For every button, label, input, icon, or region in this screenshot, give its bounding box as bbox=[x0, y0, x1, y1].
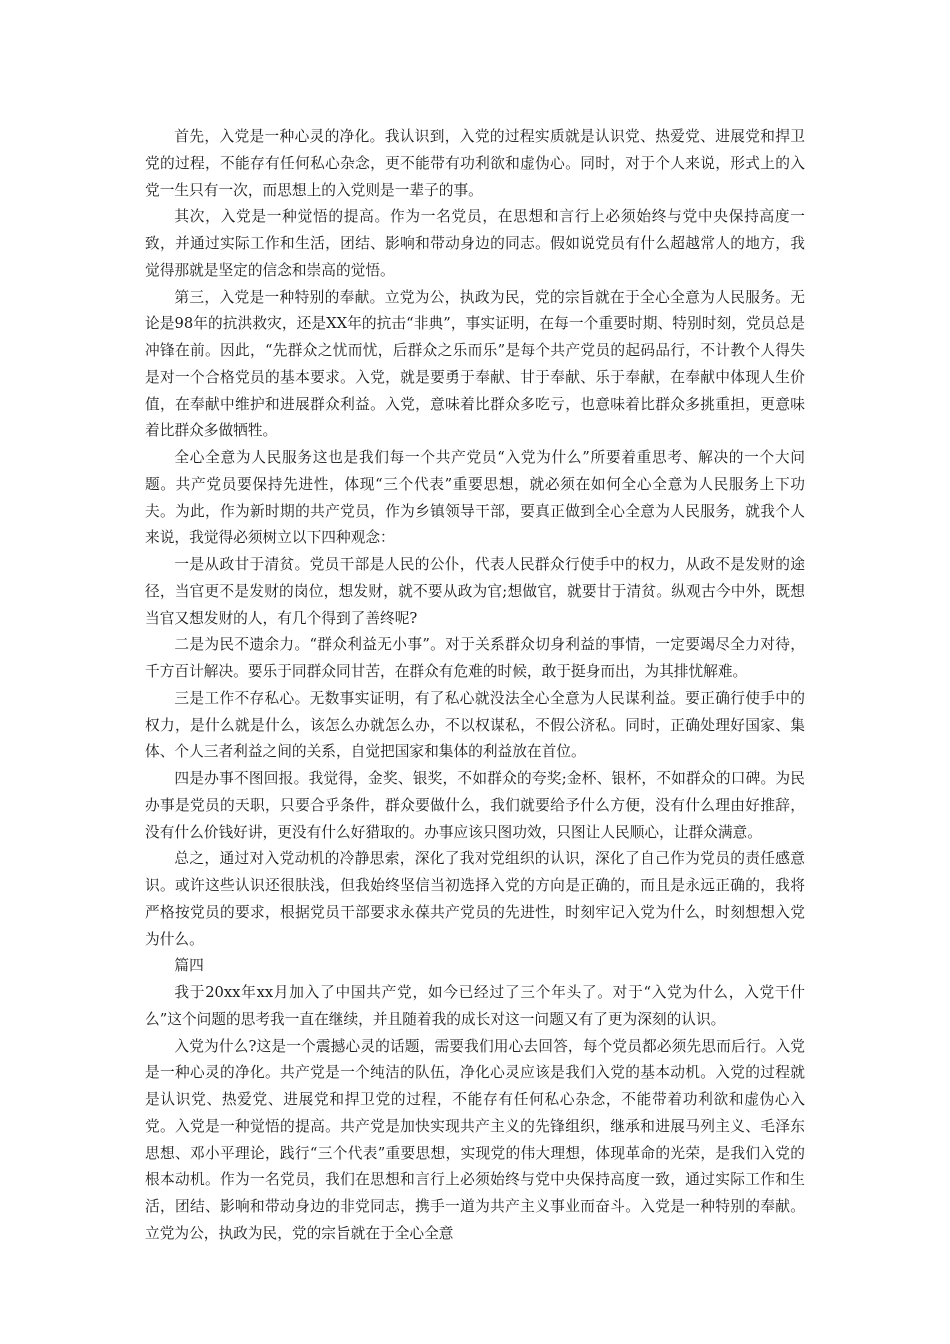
document-body bbox=[145, 124, 805, 1248]
paragraph-joined-party: 我于20xx年xx月加入了中国共产党，如今已经过了三个年头了。对于“入党为什么，入党干什么”这个问题的思考我一直在继续，并且随着我的成长对这一问题又有了更为深刻的认识。 bbox=[145, 984, 805, 1028]
paragraph-dedication: 第三，入党是一种特别的奉献。立党为公，执政为民，党的宗旨就在于全心全意为人民服务。无论是98年的抗洪救灾，还是XX年的抗击“非典”，事实证明，在每一个重要时期、特别时刻，党员总是冲锋在前。因此，“先群众之忧而忧，后群众之乐而乐”是每个共产党员的起码品行，不计教个人得失是对一个合格党员的基本要求。入党，就是要勇于奉献、甘于奉献、乐于奉献，在奉献中体现人生价值，在奉献中维护和进展群众利益。入党，意味着比群众多吃亏，也意味着比群众多挑重担，更意味着比群众多做牺牲。 bbox=[145, 288, 805, 440]
paragraph-point-two: 二是为民不遗余力。“群众利益无小事”。对于关系群众切身利益的事情，一定要竭尽全力对待，千方百计解决。要乐于同群众同甘苦，在群众有危难的时候，敢于挺身而出，为其排忧解难。 bbox=[145, 636, 805, 680]
section-heading: 篇四 bbox=[174, 957, 204, 975]
paragraph-awareness: 其次，入党是一种觉悟的提高。作为一名党员，在思想和言行上必须始终与党中央保持高度一致，并通过实际工作和生活，团结、影响和带动身边的同志。假如说党员有什么超越常人的地方，我觉得那就是坚定的信念和崇高的觉悟。 bbox=[145, 208, 805, 279]
paragraph-purification: 首先，入党是一种心灵的净化。我认识到，入党的过程实质就是认识党、热爱党、进展党和捍卫党的过程，不能存有任何私心杂念，更不能带有功利欲和虚伪心。同时，对于个人来说，形式上的入党一生只有一次，而思想上的入党则是一辈子的事。 bbox=[145, 128, 805, 199]
paragraph-point-one: 一是从政甘于清贫。党员干部是人民的公仆，代表人民群众行使手中的权力，从政不是发财的途径，当官更不是发财的岗位，想发财，就不要从政为官;想做官，就要甘于清贫。纵观古今中外，既想当官又想发财的人，有几个得到了善终呢? bbox=[145, 556, 805, 627]
paragraph-why-join: 入党为什么?这是一个震撼心灵的话题，需要我们用心去回答，每个党员都必须先思而后行。入党是一种心灵的净化。共产党是一个纯洁的队伍，净化心灵应该是我们入党的基本动机。入党的过程就是认识党、热爱党、进展党和捍卫党的过程，不能存有任何私心杂念，不能带着功利欲和虚伪心入党。入党是一种觉悟的提高。共产党是加快实现共产主义的先锋组织，继承和进展马列主义、毛泽东思想、邓小平理论，践行“三个代表”重要思想，实现党的伟大理想，体现革命的光荣，是我们入党的根本动机。作为一名党员，我们在思想和言行上必须始终与党中央保持高度一致，通过实际工作和生活，团结、影响和带动身边的非党同志，携手一道为共产主义事业而奋斗。入党是一种特别的奉献。立党为公，执政为民，党的宗旨就在于全心全意 bbox=[145, 1037, 805, 1242]
paragraph-point-four: 四是办事不图回报。我觉得，金奖、银奖，不如群众的夸奖;金杯、银杯，不如群众的口碑。为民办事是党员的天职，只要合乎条件，群众要做什么，我们就要给予什么方便，没有什么理由好推辞，没有什么价钱好讲，更没有什么好猎取的。办事应该只图功效，只图让人民顺心，让群众满意。 bbox=[145, 770, 805, 841]
paragraph-serve-people: 全心全意为人民服务这也是我们每一个共产党员“入党为什么”所要着重思考、解决的一个大问题。共产党员要保持先进性，体现“三个代表”重要思想，就必须在如何全心全意为人民服务上下功夫。为此，作为新时期的共产党员，作为乡镇领导干部，要真正做到全心全意为人民服务，就我个人来说，我觉得必须树立以下四种观念： bbox=[145, 449, 805, 547]
paragraph-point-three: 三是工作不存私心。无数事实证明，有了私心就没法全心全意为人民谋利益。要正确行使手中的权力，是什么就是什么，该怎么办就怎么办，不以权谋私，不假公济私。同时，正确处理好国家、集体、个人三者利益之间的关系，自觉把国家和集体的利益放在首位。 bbox=[145, 689, 805, 761]
paragraph-conclusion: 总之，通过对入党动机的冷静思索，深化了我对党组织的认识，深化了自己作为党员的责任感意识。或许这些认识还很肤浅，但我始终坚信当初选择入党的方向是正确的，而且是永远正确的，我将严格按党员的要求，根据党员干部要求永葆共产党员的先进性，时刻牢记入党为什么，时刻想想入党为什么。 bbox=[145, 850, 805, 948]
